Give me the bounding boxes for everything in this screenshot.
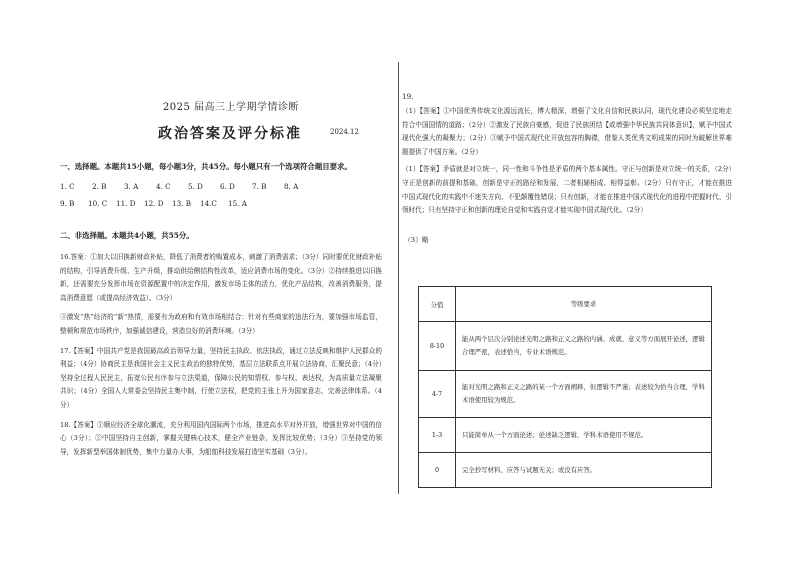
header-score: 分值	[419, 287, 456, 322]
mc-answer: 14.C	[200, 199, 217, 208]
mc-answer: 8. A	[284, 182, 299, 191]
exam-date: 2024.12	[330, 128, 359, 136]
row-score: 0	[419, 453, 456, 488]
mc-answer: 7. B	[252, 182, 267, 191]
column-divider	[398, 62, 399, 494]
mc-answer: 4. C	[156, 182, 171, 191]
row-score: 4-7	[419, 371, 456, 418]
section-2-heading: 二、非选择题。本题共4小题，共55分。	[60, 231, 194, 240]
row-requirement: 完全抄写材料、应答与试题无关；或没有应答。	[456, 453, 712, 488]
mc-answer: 13. B	[172, 199, 191, 208]
mc-answer: 15. A	[228, 199, 247, 208]
q19-label: 19.	[402, 92, 414, 101]
mc-answer: 2. B	[92, 182, 107, 191]
grading-table	[418, 286, 712, 488]
q16-answer-part-1: 16.答案：①加大以旧换新财政补贴，降低了消费者的购置成本，刺激了消费需求；（3分）同时要优化财政补贴的结构，引导消费升级、生产升级，推动供给侧结构性改革，适应消费市场的变化。（3分）②持续推进以旧换新，还需要充分发挥市场在资源配置中的决定作用，激发市场主体的活力，优化产品结构，改善消费服务，提高消费意愿（或提高经济效益）。（3分）	[60, 253, 382, 302]
mc-answer: 6. D	[220, 182, 235, 191]
row-requirement: 只能简单从一个方面论述；论述缺乏逻辑，学科术语使用不规范。	[456, 418, 712, 453]
title-row	[60, 123, 382, 145]
q17-answer: 17.【答案】中国共产党是我国最高政治领导力量，坚持民主执政、依法执政，通过立法反映和维护人民群众的利益；（4分）协商民主是我国社会主义民主政治的独特优势，基层立法联系点开展立法协商，汇聚民意；（4分）坚持全过程人民民主，拓宽公民有序参与立法渠道，保障公民的知情权、参与权、表达权，为高质量立法凝聚共识；（4分）全国人大常委会坚持民主集中制，行使立法权，把党的主张上升为国家意志，完善法律体系。（4分）	[60, 346, 382, 409]
mc-answer: 1. C	[60, 182, 75, 191]
right-column	[402, 92, 732, 244]
q19-part-1-answer: （1）【答案】①中国优秀传统文化源远流长，博大精深，增强了文化自信和民族认同，现代化建设必须坚定地走符合中国国情的道路；（2分）②激发了民族自豪感，促进了民族团结【或增强中华民族共同体意识】，赋予中国式现代化强大的凝聚力；（2分）③赋予中国式现代化开放包容的胸襟，借鉴人类优秀文明成果的同时为破解世界难题提供了中国方案。（2分）	[402, 107, 732, 156]
mc-answer: 12. D	[144, 199, 164, 208]
q19-part-3-label: （3）略	[404, 235, 429, 244]
mc-answers-row-2	[60, 199, 382, 208]
mc-answer: 5. D	[188, 182, 203, 191]
mc-answer: 11. D	[116, 199, 136, 208]
mc-answers-row-1	[60, 182, 382, 191]
q18-answer: 18.【答案】①顺应经济全球化潮流，充分利用国内国际两个市场，推进高水平对外开放，增强世界对中国的信心（3分）；②中国坚持自主创新，掌握关键核心技术，健全产业链条，发挥比较优势；（3分）③坚持党的领导，发挥新型举国体制优势，集中力量办大事，为船舶科技发展打造坚实基础（3分）。	[60, 420, 382, 456]
row-score: 1-3	[419, 418, 456, 453]
q16-answer-part-2: ③激发“热”经济的“新”热情，需要有为政府和有效市场相结合：针对有些商家的违法行为，要加强市场监管，整顿和规范市场秩序，加强诚信建设，营造良好的消费环境。（3分）	[60, 313, 382, 335]
table-row	[419, 322, 712, 371]
table-row	[419, 453, 712, 488]
table-row	[419, 418, 712, 453]
row-requirement: 能从两个层次分别论述光明之路和正义之路的内涵、成就、意义等方面展开论述，逻辑合理严密，表述恰当，专业术语规范。	[456, 322, 712, 371]
page-title: 政治答案及评分标准	[158, 126, 302, 142]
left-column	[60, 98, 382, 459]
row-score: 8-10	[419, 322, 456, 371]
grading-table-header	[419, 287, 712, 322]
section-1-heading: 一、选择题。本题共15小题，每小题3分，共45分。每小题只有一个选项符合题目要求。	[60, 162, 352, 171]
row-requirement: 能对光明之路和正义之路的某一个方面阐释，但逻辑不严谨；表述较为恰当合理，学科术语使用较为规范。	[456, 371, 712, 418]
mc-answer: 3. A	[124, 182, 139, 191]
header-requirement: 等级要求	[456, 287, 712, 322]
q19-part-2-answer: （1）【答案】矛盾就是对立统一，同一性和斗争性是矛盾的两个基本属性。守正与创新是对立统一的关系，（2分）守正是创新的前提和基础，创新是守正的路径和发展，二者相辅相成、相得益彰。（2分）只有守正，才能在推进中国式现代化的实践中不迷失方向、不犯颠覆性错误；只有创新，才能在推进中国式现代化的进程中把握时代、引领时代；只有坚持守正和创新的理论自觉和实践自觉才能实现中国式现代化。（2分）	[402, 165, 732, 215]
table-row	[419, 371, 712, 418]
mc-answer: 9. B	[60, 199, 75, 208]
mc-answer: 10. C	[88, 199, 108, 208]
exam-subtitle: 2025 届高三上学期学情诊断	[162, 102, 300, 113]
